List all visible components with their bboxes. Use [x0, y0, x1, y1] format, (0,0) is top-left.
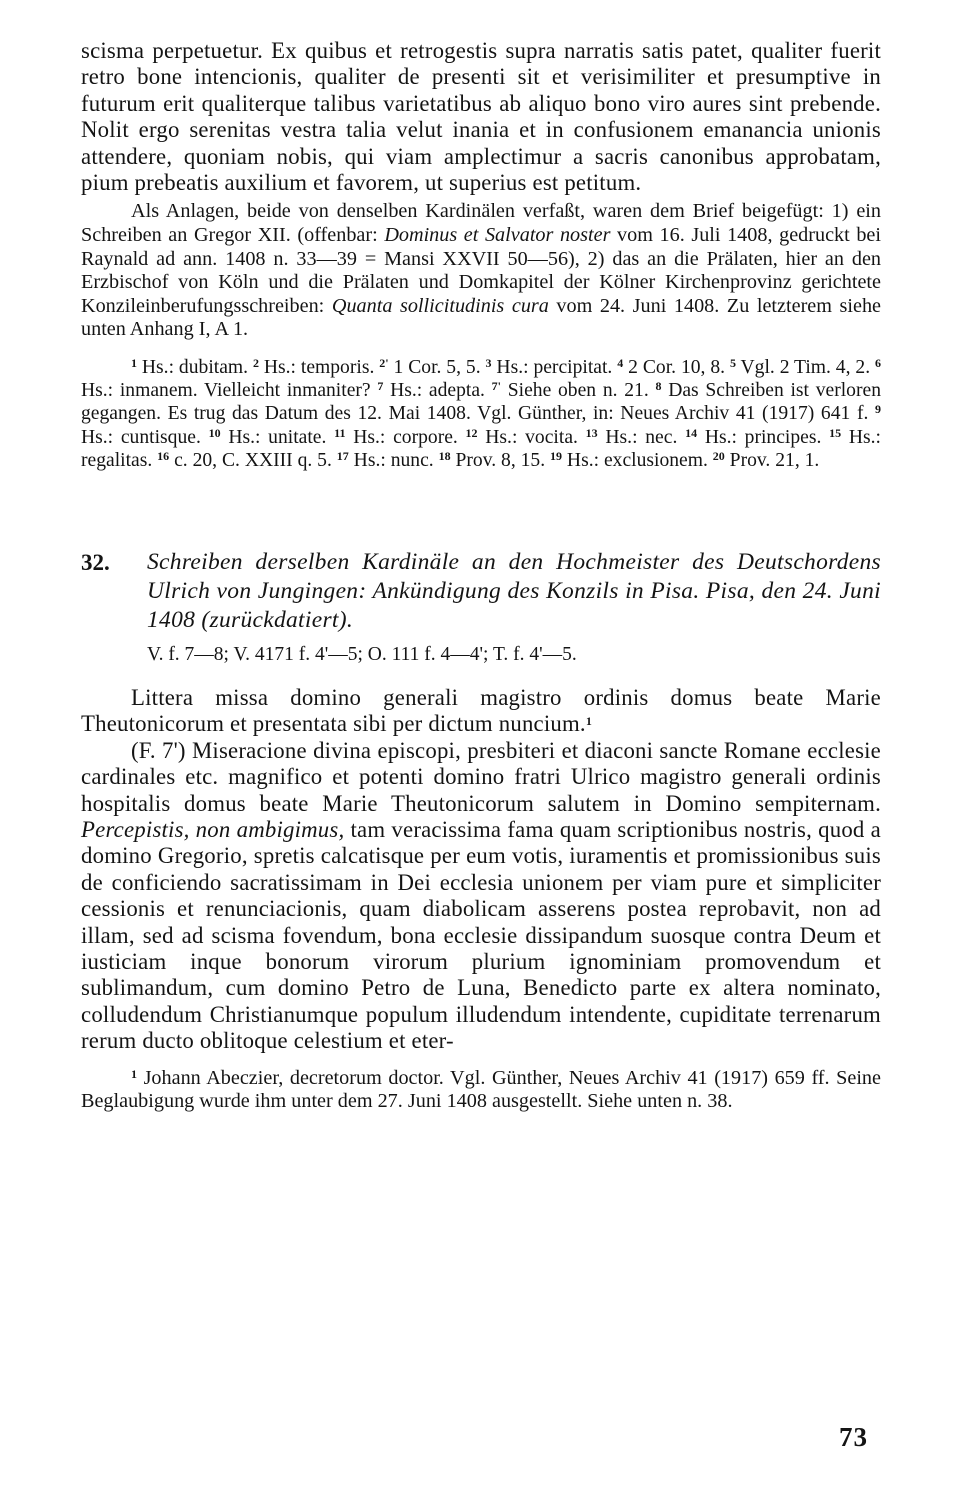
attachment-note — [81, 200, 881, 342]
letter-continuation: tam veracissima fama quam scriptionibus nostris, quod a domino Gregorio, spretis calcatisque per eum votis, iuramentis et promissionibus suis de conficiendo sacratissimam in Dei ecclesia unionem per viam pure et simpliciter cessionis et renunciacionis, quam diabolicam asserens postea reprobavit, non ad illam, sed ad scisma fovendum, bona ecclesie dissipandum suosque contra Deum et iusticiam inque bonorum virorum plurium ignominiam promovendum et sublimandum, cum domino Petro de Luna, Benedicto parte ex altera nominato, colludendum Christianumque populum illudendum intendente, cupiditate terrenarum rerum ducto oblitoque celestium et eter- — [81, 817, 881, 1054]
letter-incipit: Percepistis, non ambigimus, — [81, 817, 345, 843]
footnote-text: Prov. 21, 1. — [724, 449, 820, 471]
footnote-text: Hs.: nec. — [597, 426, 686, 448]
footnote-text: Hs.: cuntisque. — [81, 426, 209, 448]
letter-footnote — [81, 1067, 881, 1114]
document-title: Schreiben derselben Kardinäle an den Hochmeister des Deutschordens Ulrich von Jungingen: Ankündigung des Konzils in Pisa. Pisa, den 24. Juni 1408 (zurückdatiert). — [147, 549, 881, 634]
footnote-number: 15 — [829, 425, 842, 440]
footnote-number: 17 — [336, 448, 349, 463]
footnote-number: 2' — [379, 356, 389, 370]
footnote-text: Hs.: unitate. — [220, 426, 335, 448]
footnote-number: 7' — [491, 379, 502, 394]
footnote-text: Hs.: dubitam. — [137, 357, 253, 378]
note-title-1: Dominus et Salvator noster — [384, 224, 611, 247]
note-text-2: vom 16. Juli 1408, gedruckt bei Raynald ad ann. 1408 n. 33—39 = Mansi XXVII 50—56), 2) das an die Prälaten, hier an den Erzbischof von Köln und die Prälaten und Domkapitel der Kölner Kirchenprovinz gerichtete Konzileinberufungsschreiben: — [81, 224, 881, 317]
footnote-text: 2 Cor. 10, 8. — [623, 357, 730, 378]
footnote-number: 11 — [334, 425, 346, 440]
footnote-number: 14 — [685, 425, 698, 440]
footnote-number: 3 — [485, 356, 492, 370]
letter-body — [81, 738, 881, 1055]
footnote-number: 4 — [617, 356, 624, 370]
document-heading — [81, 548, 881, 635]
letter-address-text: Littera missa domino generali magistro ordinis domus beate Marie Theutonicorum et presentata sibi per dictum nuncium. — [81, 685, 881, 737]
letter-footnote-number: 1 — [131, 1066, 137, 1081]
footnotes-block — [81, 356, 881, 472]
footnote-number: 20 — [712, 448, 725, 463]
note-text-1: Als Anlagen, beide von denselben Kardinälen verfaßt, waren dem Brief beigefügt: 1) ein Schreiben an Gregor XII. (offenbar: — [81, 200, 881, 247]
footnote-text: 1 Cor. 5, 5. — [388, 357, 486, 378]
footnote-text: Hs.: nunc. — [348, 449, 439, 471]
footnote-text: Siehe oben n. 21. — [501, 380, 656, 402]
footnote-text: c. 20, C. XXIII q. 5. — [169, 449, 337, 471]
footnote-text: Hs.: inmanem. Vielleicht inmaniter? — [81, 380, 378, 402]
footnote-number: 2 — [252, 356, 259, 370]
footnote-number: 12 — [465, 425, 478, 440]
letter-opening: (F. 7') Miseracione divina episcopi, presbiteri et diaconi sancte Romane ecclesie cardinales etc. magnifico et potenti domino fratri Ulrico magistro generali ordinis hospitalis domus beate Marie Theutonicorum salutem in Domino sempiternam. — [81, 737, 881, 816]
footnote-number: 7 — [377, 379, 384, 394]
document-number: 32. — [81, 550, 110, 576]
letter-footnote-text: Johann Abeczier, decretorum doctor. Vgl. Günther, Neues Archiv 41 (1917) 659 ff. Seine Beglaubigung wurde ihm unter dem 27. Juni 1408 ausgestellt. Siehe unten n. 38. — [81, 1066, 881, 1113]
footnote-number: 1 — [131, 356, 137, 370]
footnote-text: Hs.: regalitas. — [81, 426, 881, 471]
footnote-number: 16 — [157, 448, 170, 463]
letter-address — [81, 685, 881, 738]
footnote-number: 5 — [729, 356, 736, 370]
footnote-number: 13 — [585, 425, 598, 440]
footnote-number: 8 — [655, 379, 662, 394]
manuscript-sigla: V. f. 7—8; V. 4171 f. 4'—5; O. 111 f. 4—4'; T. f. 4'—5. — [147, 644, 577, 666]
footnote-text: Hs.: vocita. — [477, 426, 586, 448]
footnote-text: Hs.: adepta. — [383, 380, 492, 402]
footnote-number: 6 — [875, 356, 882, 370]
page — [81, 38, 881, 1114]
footnote-text: Hs.: corpore. — [345, 426, 466, 448]
footnote-number: 10 — [208, 425, 221, 440]
footnote-text: Das Schreiben ist verloren gegangen. Es trug das Datum des 12. Mai 1408. Vgl. Günther, in: Neues Archiv 41 (1917) 641 f. — [81, 380, 881, 425]
footnote-ref: 1 — [585, 714, 593, 729]
footnote-number: 18 — [438, 448, 451, 463]
footnote-text: Vgl. 2 Tim. 4, 2. — [735, 357, 876, 378]
footnote-number: 9 — [875, 402, 881, 417]
intro-paragraph: scisma perpetuetur. Ex quibus et retrogestis supra narratis satis patet, qualiter fuerit retro bone intencionis, qualiter de presenti sit et verisimiliter et presumptive in futurum erit qualiterque talibus varietatibus ab aliquo bono viro aures sint prebende. Nolit ergo serenitas vestra talia velut inania et in confusionem emanancia unionis attendere, quoniam nobis, qui viam amplectimur a sacris canonibus approbatam, pium prebeatis auxilium et favorem, ut superius est petitum. — [81, 38, 881, 196]
footnote-text: Hs.: temporis. — [258, 357, 380, 378]
footnote-text: Hs.: percipitat. — [491, 357, 618, 378]
note-title-2: Quanta sollicitudinis cura — [331, 294, 549, 317]
page-number: 73 — [839, 1422, 868, 1452]
note-text-3: vom 24. Juni 1408. Zu letzterem siehe unten Anhang I, A 1. — [81, 294, 881, 341]
footnote-text: Hs.: exclusionem. — [562, 449, 713, 471]
footnote-text: Hs.: principes. — [697, 426, 830, 448]
footnote-text: Prov. 8, 15. — [450, 449, 551, 471]
footnote-number: 19 — [550, 448, 563, 463]
